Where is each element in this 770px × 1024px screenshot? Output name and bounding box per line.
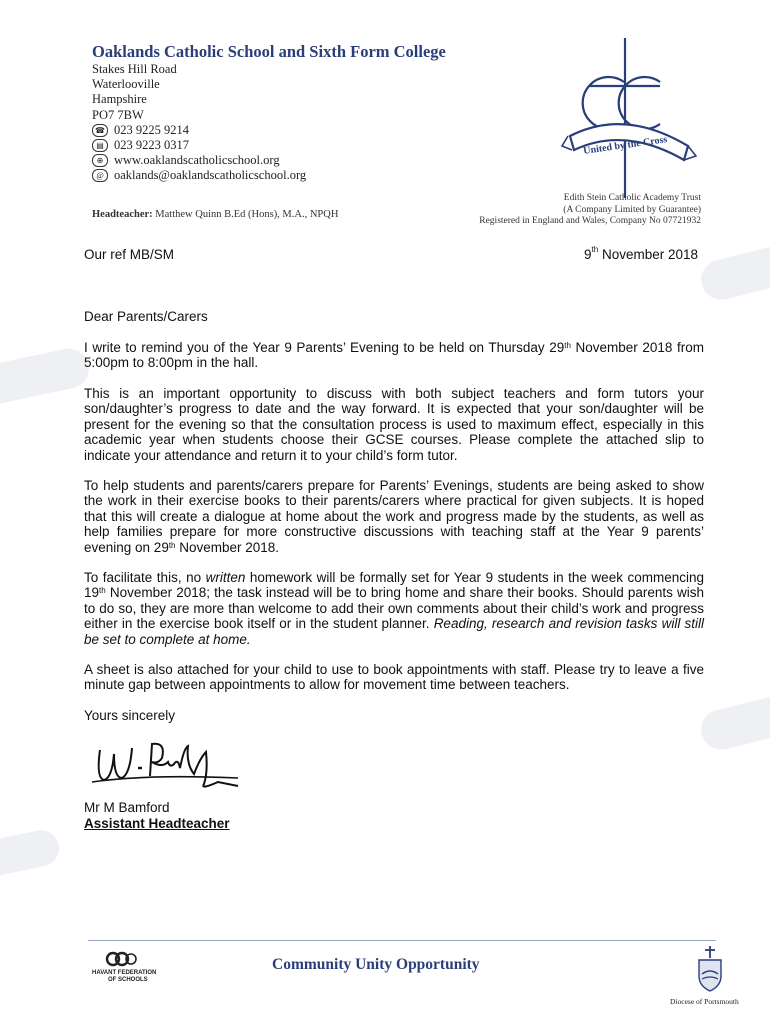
address-line: Stakes Hill Road [92,62,177,76]
p1-text-end: November 2018 from 5:00pm to 8:00pm in the hall. [84,340,705,371]
school-address [92,62,306,184]
headteacher-name: Matthew Quinn B.Ed (Hons), M.A., NPQH [155,209,339,220]
paragraph-3 [84,478,704,555]
fax-icon: ▤ [92,139,108,152]
havant-line: HAVANT FEDERATION [92,970,157,976]
contact-fax [92,138,306,153]
background-swoosh [0,827,62,889]
footer-motto: Community Unity Opportunity [272,956,480,973]
salutation: Dear Parents/Carers [84,309,208,324]
phone-number: 023 9225 9214 [114,122,189,137]
letter-date [584,247,698,262]
reference: Our ref MB/SM [84,247,175,262]
p4-text: To facilitate this, no [84,570,206,585]
background-swoosh [697,686,770,754]
p1-sup: th [564,341,571,350]
p3-text: To help students and parents/carers prepare for Parents’ Evenings, students are being asked to show the work in their exercise books to their parents/carers where practical for given subjects. It is hoped that this will create a dialogue at home about the work and progress made by the students, as well as help families prepare for more constructive discussions with teaching staff at the Year 9 parents’ evening on 29 [84,478,704,555]
havant-federation-logo [104,950,138,968]
website-link[interactable]: www.oaklandscatholicschool.org [114,153,280,168]
havant-line: OF SCHOOLS [108,977,148,983]
date-suffix: th [591,245,599,254]
paragraph-2 [84,386,704,463]
closing: Yours sincerely [84,708,176,723]
trust-info [479,193,701,228]
p4-emphasis: written [205,570,246,585]
havant-federation-text [92,970,156,984]
p5-text: A sheet is also attached for your child to use to book appointments with staff. Please try to leave a five minute gap between appointments to allow for movement time between teachers. [84,662,704,693]
phone-icon: ☎ [92,124,108,137]
p4-text-end: November 2018; the task instead will be to bring home and share their books. Should parents wish to do so, they are more than welcome to add their own comments about their child’s work and progress either in the exercise book itself or in the student planner. [84,585,704,632]
diocese-crest [696,946,724,992]
contact-phone [92,123,306,138]
email-icon: @ [92,169,108,182]
contact-email [92,168,306,183]
background-swoosh [0,345,93,415]
p4-italic-note: Reading, research and revision tasks will still be set to complete at home. [84,616,704,647]
footer-rule [88,940,716,941]
signer-block [84,800,230,832]
address-line: PO7 7BW [92,107,144,122]
p4-text-mid: homework will be formally set for Year 9 students in the week commencing 19 [84,570,704,601]
school-logo [560,38,700,198]
diocese-label: Diocese of Portsmouth [670,997,739,1006]
email-link[interactable]: oaklands@oaklandscatholicschool.org [114,168,307,183]
paragraph-4 [84,570,704,647]
p4-sup: th [99,586,106,596]
paragraph-1 [84,340,704,371]
date-day: 9 [584,247,592,262]
globe-icon: ⊕ [92,154,108,167]
signer-title: Assistant Headteacher [84,816,230,831]
paragraph-5 [84,662,704,693]
background-swoosh [697,236,770,304]
headteacher-line [92,209,338,220]
p1-text: I write to remind you of the Year 9 Parents’ Evening to be held on Thursday 29 [84,340,565,355]
address-line: Waterlooville [92,77,160,92]
p3-sup: th [168,540,176,550]
logo-banner-text: United by the Cross [582,134,668,157]
headteacher-label: Headteacher: [92,209,153,220]
date-rest: November 2018 [598,247,698,262]
p2-text: This is an important opportunity to discuss with both subject teachers and form tutors your son/daughter’s progress to date and the way forward. It is expected that your son/daughter will be present for the evening so that the consultation process is used to maximum effect, especially in this academic year when students choose their GCSE courses. Please complete the attached slip to indicate your attendance and return it to your child’s form tutor. [84,386,704,463]
p3-text-end: November 2018. [175,539,280,555]
signer-name: Mr M Bamford [84,800,170,815]
trust-line: Registered in England and Wales, Company No 07721932 [479,216,701,226]
trust-line: Edith Stein Catholic Academy Trust [563,193,701,203]
school-name: Oaklands Catholic School and Sixth Form College [92,42,446,61]
contact-website [92,153,306,168]
trust-line: (A Company Limited by Guarantee) [563,204,701,215]
signature [88,728,258,800]
address-line: Hampshire [92,92,147,107]
fax-number: 023 9223 0317 [114,137,189,152]
